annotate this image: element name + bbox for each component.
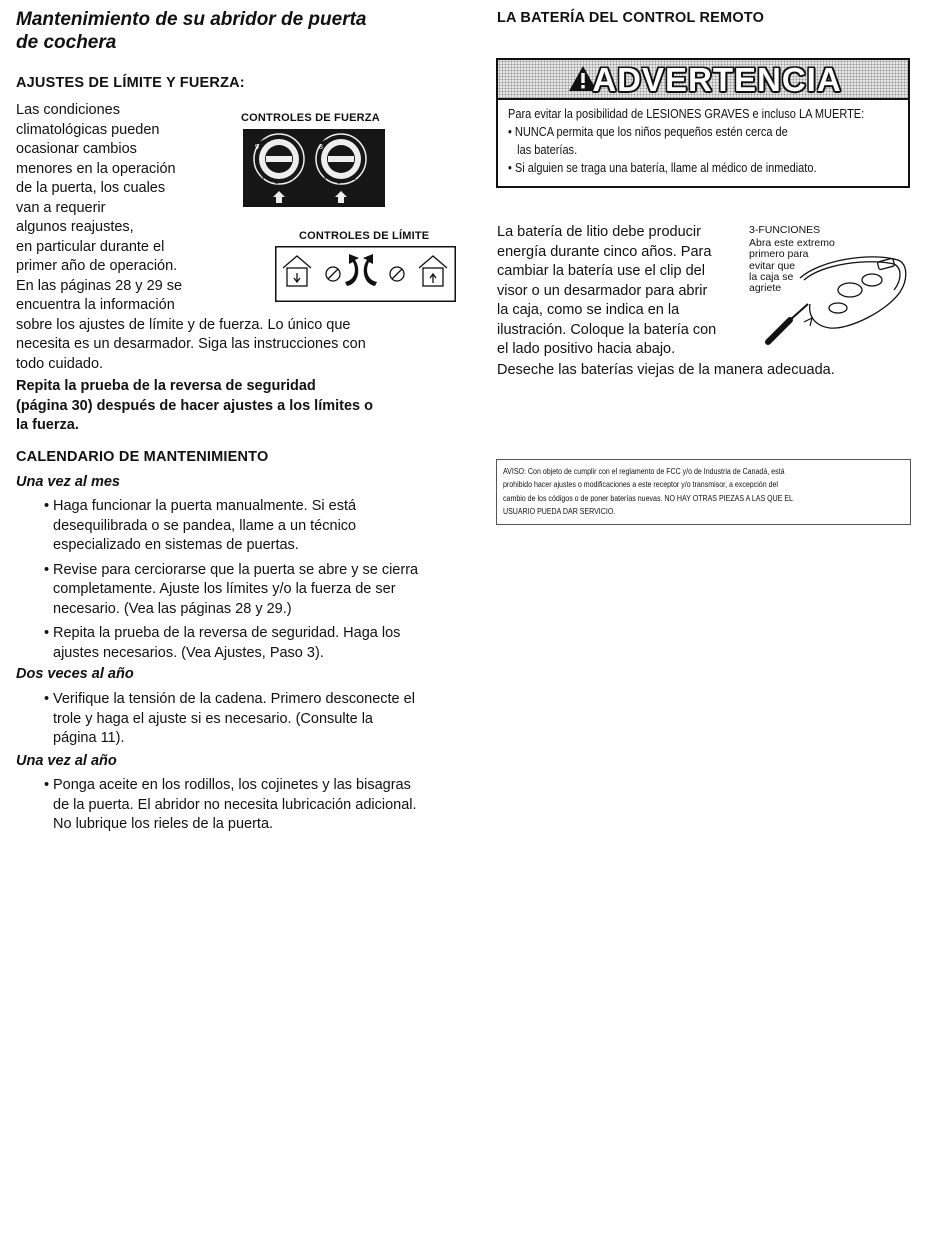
intro-line: van a requerir <box>16 199 106 216</box>
list-item: • Repita la prueba de la reversa de seguridad. Haga los ajustes necesarios. (Vea Ajustes, Paso 3). <box>16 624 476 663</box>
remote-function-label: 3-FUNCIONES <box>749 224 821 236</box>
safety-note-line: Repita la prueba de la reversa de seguridad <box>16 378 316 394</box>
battery-paragraph <box>497 223 747 360</box>
list-item: • Verifique la tensión de la cadena. Primero desconecte el trole y haga el ajuste si es necesario. (Consulte la página 11). <box>16 690 476 749</box>
list-item: • Revise para cerciorarse que la puerta se abre y se cierra completamente. Ajuste los límites y/o la fuerza de ser necesario. (Vea las páginas 28 y 29.) <box>16 561 476 620</box>
dial-number: 3 <box>261 176 265 182</box>
dial-number: 7 <box>291 176 295 182</box>
callout-line: agriete <box>749 282 782 295</box>
fcc-notice-text <box>503 465 901 519</box>
screwdriver-icon <box>768 304 812 342</box>
battery-line: cambiar la batería use el clip del <box>497 263 705 279</box>
force-controls-figure <box>243 129 385 207</box>
intro-line: menores en la operación <box>16 160 176 177</box>
list-item: • Ponga aceite en los rodillos, los cojinetes y las bisagras de la puerta. El abridor no necesita lubricación adicional. No lubrique los rieles de la puerta. <box>16 776 476 835</box>
list-item: • Haga funcionar la puerta manualmente. Si está desequilibrada o se pandea, llame a un técnico especializado en sistemas de puertas. <box>16 497 476 556</box>
intro-line: primer año de operación. <box>16 258 178 274</box>
battery-line: el lado positivo hacia abajo. <box>497 341 676 357</box>
intro-line: necesita es un desarmador. Siga las instrucciones con <box>16 336 366 352</box>
monthly-list <box>16 497 476 663</box>
fcc-notice-box <box>496 459 911 525</box>
page-title-line-1: Mantenimiento de su abridor de puerta <box>16 9 367 30</box>
warning-banner <box>498 60 908 100</box>
limit-controls-label: CONTROLES DE LÍMITE <box>299 230 430 242</box>
dispose-batteries-text: Deseche las baterías viejas de la manera adecuada. <box>497 362 835 378</box>
notice-line: cambio de los códigos o de poner baterías nuevas. NO HAY OTRAS PIEZAS A LAS QUE EL <box>503 492 793 503</box>
dial-number: 4 <box>323 176 327 182</box>
limits-force-heading: AJUSTES DE LÍMITE Y FUERZA: <box>16 75 245 91</box>
intro-line: En las páginas 28 y 29 se <box>16 277 183 294</box>
callout-line: evitar que <box>749 259 796 272</box>
battery-line: ilustración. Coloque la batería con <box>497 321 717 338</box>
intro-line: ocasionar cambios <box>16 141 137 157</box>
callout-line: la caja se <box>749 270 794 283</box>
dial-number: 5 <box>275 180 279 186</box>
intro-line: sobre los ajustes de límite y de fuerza. Lo único que <box>16 316 351 333</box>
warning-line: • NUNCA permita que los niños pequeños estén cerca de <box>508 124 788 139</box>
biannual-heading: Dos veces al año <box>16 666 134 682</box>
annual-heading: Una vez al año <box>16 753 117 769</box>
safety-reverse-note <box>16 377 456 436</box>
notice-line: USUARIO PUEDA DAR SERVICIO. <box>503 506 616 517</box>
annual-list <box>16 776 476 835</box>
dial-number: 6 <box>337 180 341 186</box>
remote-battery-heading: LA BATERÍA DEL CONTROL REMOTO <box>497 10 765 26</box>
notice-line: prohibido hacer ajustes o modificaciones a este receptor y/o transmisor, a excepción del <box>503 479 778 490</box>
warning-line: Para evitar la posibilidad de LESIONES GRAVES e incluso LA MUERTE: <box>508 106 865 121</box>
battery-line: energía durante cinco años. Para <box>497 243 712 260</box>
intro-line: Las condiciones <box>16 102 120 118</box>
intro-line: algunos reajustes, <box>16 219 134 235</box>
safety-note-line: la fuerza. <box>16 417 79 433</box>
intro-line: todo cuidado. <box>16 355 104 372</box>
warning-line: • Si alguien se traga una batería, llame al médico de inmediato. <box>508 160 817 175</box>
warning-text <box>508 105 904 177</box>
callout-line: Abra este extremo <box>749 237 835 249</box>
page-title <box>16 8 466 54</box>
page-title-line-2: de cochera <box>16 32 117 53</box>
warning-title: ADVERTENCIA <box>592 61 842 98</box>
biannual-list <box>16 690 476 749</box>
safety-note-line: (página 30) después de hacer ajustes a los límites o <box>16 397 373 414</box>
warning-line: las baterías. <box>508 142 578 157</box>
battery-line: La batería de litio debe producir <box>497 224 701 240</box>
callout-line: primero para <box>749 248 809 261</box>
intro-line: en particular durante el <box>16 238 165 255</box>
dial-number: 2 <box>353 176 357 182</box>
battery-line: la caja, como se indica en la <box>497 302 680 318</box>
intro-line: de la puerta, los cuales <box>16 180 166 196</box>
monthly-heading: Una vez al mes <box>16 474 120 490</box>
intro-line: encuentra la información <box>16 297 175 313</box>
battery-line: visor o un desarmador para abrir <box>497 282 708 299</box>
dial-number: 9 <box>255 144 259 151</box>
intro-line: climatológicas pueden <box>16 121 160 138</box>
force-controls-label: CONTROLES DE FUERZA <box>241 112 380 124</box>
warning-box <box>496 58 910 188</box>
notice-line: AVISO: Con objeto de cumplir con el reglamento de FCC y/o de Industria de Canadá, está <box>503 466 785 476</box>
maintenance-schedule-heading: CALENDARIO DE MANTENIMIENTO <box>16 449 269 465</box>
remote-callout <box>749 238 835 294</box>
dial-number: 8 <box>319 144 323 151</box>
limit-controls-figure <box>275 246 456 302</box>
